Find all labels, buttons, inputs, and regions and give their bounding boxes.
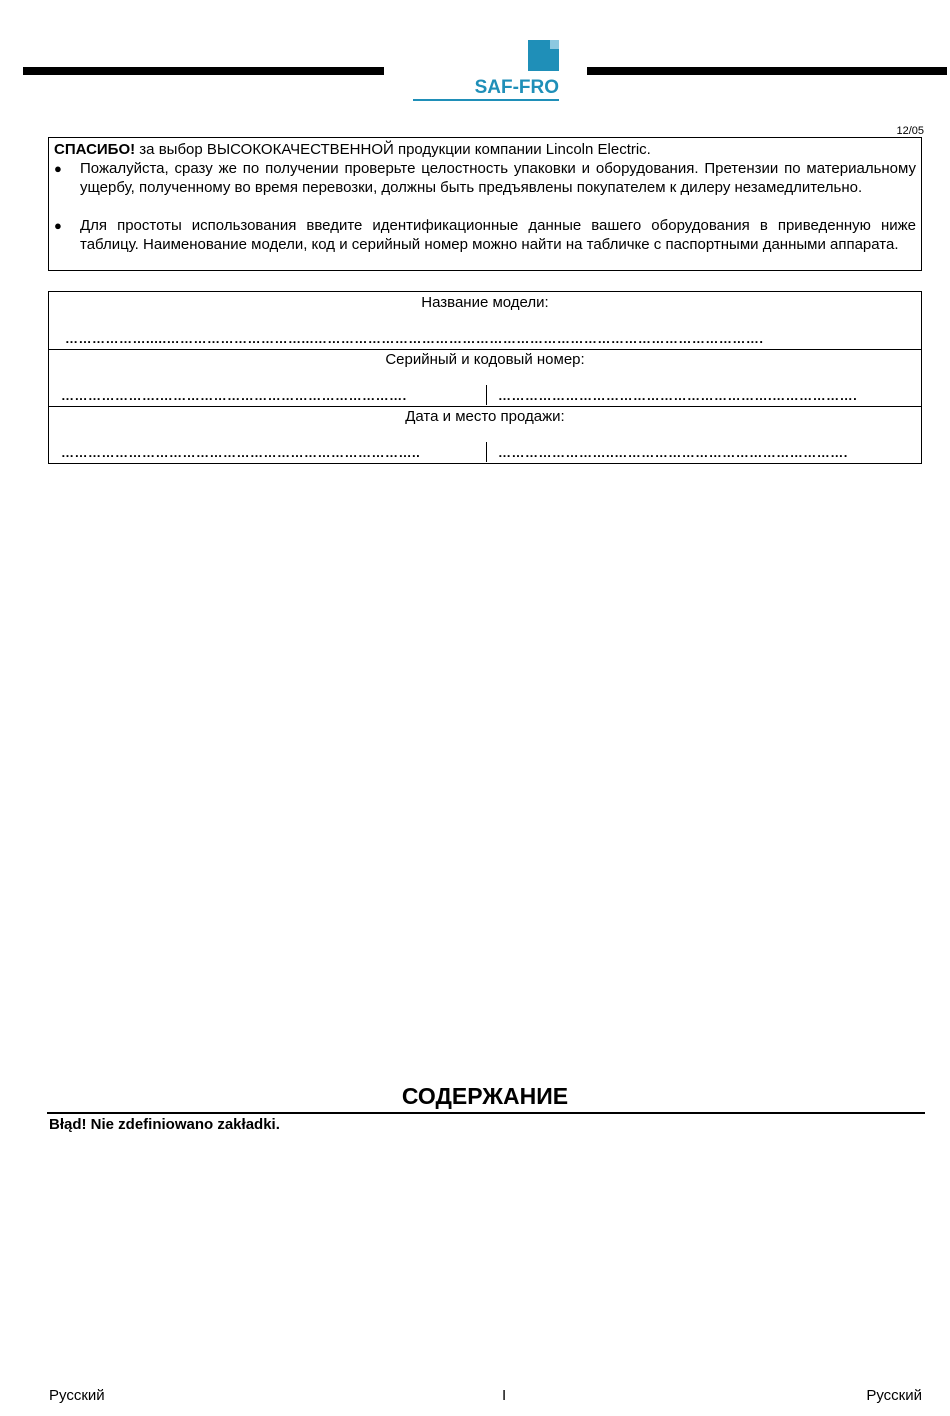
- serial-field-left[interactable]: ………………….……………………………………………….: [61, 388, 407, 403]
- divider: [486, 442, 487, 462]
- list-item-text: Для простоты использования введите идентификационные данные вашего оборудования в приведенную ниже таблицу. Наименование модели, код и серийный номер можно найти на табличке с паспортными данными аппарата.: [80, 217, 916, 253]
- model-label: Название модели:: [421, 294, 549, 311]
- thanks-line: [54, 140, 651, 159]
- serial-field-right[interactable]: …………………………………………………….……………….: [498, 388, 858, 403]
- bullet-icon: ●: [54, 161, 62, 176]
- intro-box: [48, 137, 922, 271]
- page-number: I: [502, 1387, 507, 1404]
- footer-language-right: Русский: [866, 1387, 922, 1404]
- revision-code: 12/05: [896, 125, 924, 137]
- date-row: [49, 406, 921, 463]
- header-rule-left: [23, 67, 384, 75]
- logo-square-light: [550, 40, 559, 49]
- date-label: Дата и место продажи:: [405, 408, 565, 425]
- date-field-left[interactable]: ……………………………………………………………………..: [61, 445, 421, 460]
- model-row: [49, 292, 921, 350]
- list-item-text: Пожалуйста, сразу же по получении проверьте целостность упаковки и оборудования. Претензии по материальному ущербу, полученному во время перевозки, должны быть предъявлены покупателем к дилеру незамедлительно.: [80, 160, 916, 196]
- model-field[interactable]: ……………….....…………………………...……………………………………………………………………………………….: [65, 331, 764, 346]
- bullet-icon: ●: [54, 218, 62, 233]
- logo-text: SAF-FRO: [474, 77, 559, 98]
- divider: [486, 385, 487, 405]
- thanks-bold: СПАСИБО!: [54, 141, 136, 158]
- date-field-right[interactable]: ……………………..…………………………………………….: [498, 445, 848, 460]
- serial-label: Серийный и кодовый номер:: [385, 351, 585, 368]
- header-rule-right: [587, 67, 947, 75]
- saf-fro-logo: [413, 40, 561, 102]
- toc-error-text: Błąd! Nie zdefiniowano zakładki.: [49, 1116, 280, 1133]
- footer-language-left: Русский: [49, 1387, 105, 1404]
- equipment-form: [48, 291, 922, 464]
- toc-rule: [47, 1112, 925, 1114]
- thanks-text: за выбор ВЫСОКОКАЧЕСТВЕННОЙ продукции компании Lincoln Electric.: [135, 141, 651, 158]
- serial-row: [49, 349, 921, 407]
- toc-title: СОДЕРЖАНИЕ: [401, 1083, 569, 1109]
- logo-underline: [413, 99, 559, 101]
